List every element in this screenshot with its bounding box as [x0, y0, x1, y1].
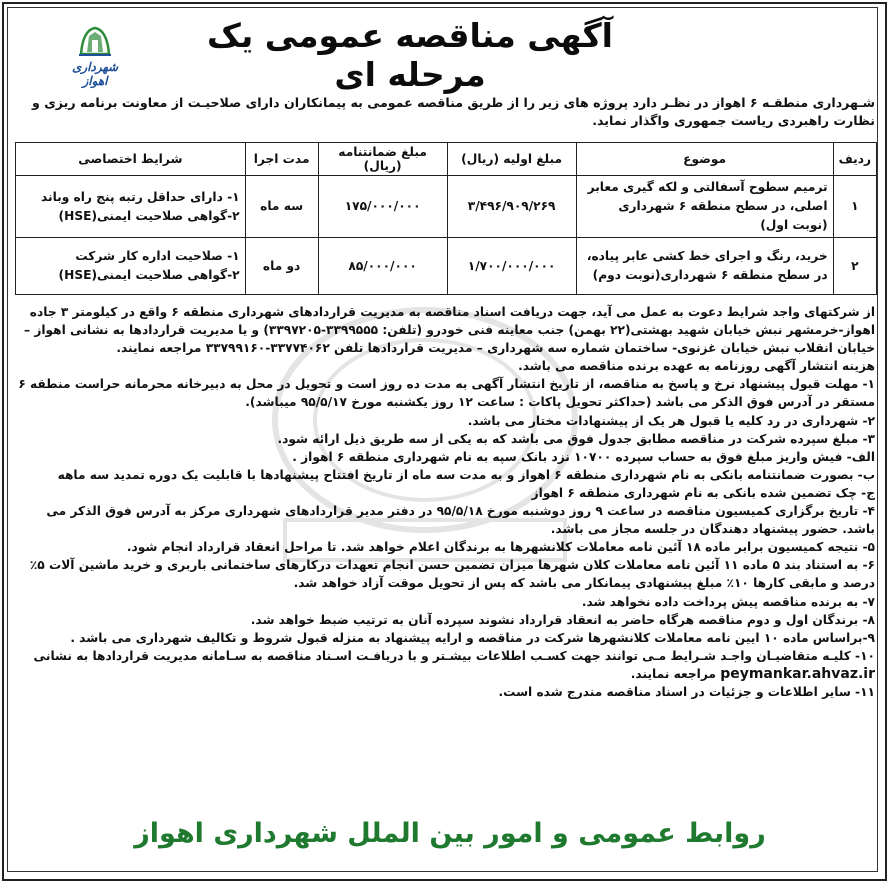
row-condition-1: ۱- دارای حداقل رتبه پنج راه وباند — [40, 189, 240, 204]
condition-item-3b: ب- بصورت ضمانتنامه بانکی به نام شهرداری منطقه ۶ اهواز و به مدت سه ماه از تاریخ افتتاح پیشنهادها با قابلیت یک دوره تمدید سه ماهه — [57, 467, 875, 482]
notice-title: آگهی مناقصه عمومی یک مرحله ای — [207, 16, 613, 94]
cost-paragraph: هزینه انتشار آگهی روزنامه به عهده برنده مناقصه می باشد. — [518, 359, 875, 374]
condition-item-7: ۷- به برنده مناقصه پیش پرداخت داده نخواهد شد. — [581, 594, 875, 609]
row-idx: ۱ — [833, 176, 876, 238]
logo-caption: شهرداری اهواز — [71, 60, 119, 88]
header-duration: مدت اجرا — [245, 143, 318, 176]
invite-paragraph: از شرکتهای واجد شرایط دعوت به عمل می آید، جهت دریافت اسناد مناقصه به مدیریت قراردادهای شهرداری منطقه ۶ واقع در کیلومتر ۳ جاده اهواز-خرمشهر نبش خیابان شهید بهشتی(۲۲ بهمن) جنب معاینه فنی خودرو (تلفن: ۳۳۹۹۵۵۵-۳۳۹۷۲۰۵) و یا مدیریت قراردادها به نشانی اهواز – خیابان انقلاب نبش خیابان غزنوی- ساختمان شماره سه شهرداری – مدیریت قراردادها تلفن ۳۳۷۷۴۰۶۲-۳۳۷۹۹۱۶۰ مراجعه نمایند. — [23, 305, 875, 356]
header-subject: موضوع — [576, 143, 833, 176]
condition-item-10-tail: مراجعه نمایند. — [630, 666, 716, 681]
row-initial-amount: ۳/۴۹۶/۹۰۹/۲۶۹ — [447, 176, 576, 238]
row-guarantee: ۱۷۵/۰۰۰/۰۰۰ — [318, 176, 447, 238]
table-header-row — [16, 143, 877, 176]
footer-signature: روابط عمومی و امور بین الملل شهرداری اهواز — [134, 818, 766, 849]
municipality-logo — [60, 24, 130, 86]
header-guarantee: مبلغ ضمانتنامه (ریال) — [318, 143, 447, 176]
header-idx: ردیف — [833, 143, 876, 176]
header-conditions: شرایط اختصاصی — [16, 143, 246, 176]
condition-item-3a: الف- فیش واریز مبلغ فوق به حساب سپرده ۱۰۷۰۰ نزد بانک سپه به نام شهرداری منطقه ۶ اهواز . — [292, 449, 875, 464]
notice-body — [13, 303, 875, 701]
row-condition-2: ۲-گواهی صلاحیت ایمنی(HSE) — [58, 208, 240, 223]
condition-item-3c: ج- چک تضمین شده بانکی به نام شهرداری منطقه ۶ اهواز — [531, 485, 875, 500]
row-condition-1: ۱- صلاحیت اداره کار شرکت — [75, 249, 240, 263]
municipality-emblem-icon — [75, 24, 115, 58]
row-duration: سه ماه — [245, 176, 318, 238]
table-row — [16, 176, 877, 238]
condition-item-2: ۲- شهرداری در رد کلیه یا قبول هر یک از پیشنهادات مختار می باشد. — [467, 413, 875, 428]
tender-table — [15, 142, 877, 295]
condition-item-1: ۱- مهلت قبول پیشنهاد نرخ و پاسخ به مناقصه، از تاریخ انتشار آگهی به مدت ده روز است و تحویل در محل به دبیرخانه محرمانه حراست منطقه ۶ مستقر در آدرس فوق الذکر می باشد (حداکثر تحویل پاکات : ساعت ۱۲ روز یکشنبه مورخ ۹۵/۵/۱۷ میباشد). — [18, 377, 875, 410]
intro-paragraph: شـهرداری منطقـه ۶ اهواز در نظـر دارد پروژه های زیر را از طریق مناقصه عمومی به پیمانکاران دارای صلاحیـت از معاونت برنامه ریزی و نظارت راهبردی ریاست جمهوری واگذار نماید. — [32, 95, 875, 128]
condition-item-8: ۸- برندگان اول و دوم مناقصه هرگاه حاضر به انعقاد قرارداد نشوند سپرده آنان به ترتیب ضبط خواهد شد. — [250, 612, 875, 627]
row-conditions — [16, 176, 246, 238]
condition-item-6: ۶- به استناد بند ۵ ماده ۱۱ آئین نامه معاملات کلان شهرها میزان تضمین حسن انجام تعهدات درکارهای ساختمانی باربری و خرید ماشین آلات ۵٪ درصد و مابقی کارها ۱۰٪ مبلغ پیشنهادی پیمانکار می باشد که پس از تحویل موقت آزاد خواهد شد. — [29, 558, 875, 591]
row-guarantee: ۸۵/۰۰۰/۰۰۰ — [318, 238, 447, 295]
condition-item-11: ۱۱- سایر اطلاعات و جزئیات در اسناد مناقصه مندرج شده است. — [498, 684, 875, 699]
condition-item-10-text: ۱۰- کلیـه متقاضیـان واجـد شـرایط مـی توانند جهت کسـب اطلاعات بیشـتر و با دریافـت اسـناد مناقصه به سـامانه مدیریت قراردادها به نشانی — [33, 648, 875, 663]
header-initial-amount: مبلغ اولیه (ریال) — [447, 143, 576, 176]
condition-item-9: ۹-براساس ماده ۱۰ ایین نامه معاملات کلانشهرها شرکت در مناقصه و ارایه پیشنهاد به منزله قبول شروط و تکالیف شهرداری می باشد . — [70, 630, 875, 645]
condition-item-4: ۴- تاریخ برگزاری کمیسیون مناقصه در ساعت ۹ روز دوشنبه مورخ ۹۵/۵/۱۸ در دفتر مدیر قراردادهای شهرداری مرکز به آدرس فوق الذکر می باشد. حضور پیشنهاد دهندگان در جلسه مجاز می باشد. — [46, 504, 875, 537]
row-initial-amount: ۱/۷۰۰/۰۰۰/۰۰۰ — [447, 238, 576, 295]
website-link[interactable]: peymankar.ahvaz.ir — [720, 665, 875, 682]
condition-item-5: ۵- نتیجه کمیسیون برابر ماده ۱۸ آئین نامه معاملات کلانشهرها به برندگان اعلام خواهد شد. تا مراحل انعقاد قرارداد انجام شود. — [126, 540, 875, 555]
condition-item-10 — [13, 647, 875, 683]
table-row — [16, 238, 877, 295]
row-subject: ترمیم سطوح آسفالتی و لکه گیری معابر اصلی، در سطح منطقه ۶ شهرداری (نوبت اول) — [576, 176, 833, 238]
row-subject: خرید، رنگ و اجرای خط کشی عابر پیاده، در سطح منطقه ۶ شهرداری(نوبت دوم) — [576, 238, 833, 295]
row-idx: ۲ — [833, 238, 876, 295]
row-condition-2: ۲-گواهی صلاحیت ایمنی(HSE) — [58, 268, 240, 282]
row-duration: دو ماه — [245, 238, 318, 295]
condition-item-3: ۳- مبلغ سپرده شرکت در مناقصه مطابق جدول فوق می باشد که به یکی از سه طریق ذیل ارائه شود. — [277, 431, 875, 446]
row-conditions — [16, 238, 246, 295]
